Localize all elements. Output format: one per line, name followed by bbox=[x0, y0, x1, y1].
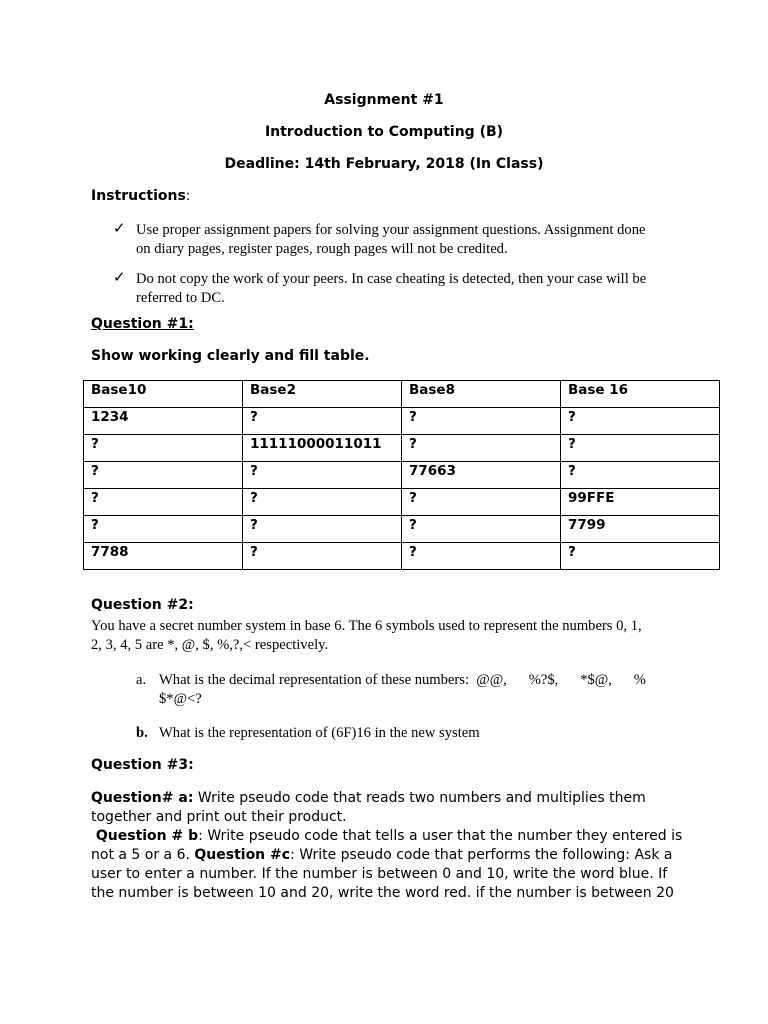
part-body bbox=[159, 724, 669, 743]
part-body bbox=[159, 671, 669, 709]
question1-instruction: Show working clearly and fill table. bbox=[91, 348, 370, 364]
table-cell: ? bbox=[243, 543, 402, 570]
part-line: What is the decimal representation of these numbers: @@, %?$, *$@, % bbox=[159, 672, 646, 688]
question2-line: You have a secret number system in base 6. The 6 symbols used to represent the numbers 0, 1, bbox=[91, 618, 642, 634]
table-cell: ? bbox=[84, 435, 243, 462]
question2-line: 2, 3, 4, 5 are *, @, $, %,?,< respectively. bbox=[91, 637, 329, 653]
table-cell: ? bbox=[243, 408, 402, 435]
instruction-item bbox=[136, 270, 676, 308]
question3-a-label: Question# a: bbox=[91, 790, 194, 806]
table-row bbox=[84, 516, 720, 543]
table-cell: ? bbox=[561, 462, 720, 489]
question3-body bbox=[91, 789, 691, 903]
table-cell: ? bbox=[243, 462, 402, 489]
question3-c-text: : Write pseudo code that performs the following: Ask a bbox=[290, 847, 673, 863]
base-conversion-table bbox=[83, 380, 720, 570]
table-row bbox=[84, 435, 720, 462]
question3-line bbox=[91, 827, 691, 846]
table-cell: ? bbox=[84, 462, 243, 489]
part-line: What is the representation of (6F)16 in the new system bbox=[159, 725, 480, 741]
assignment-title: Assignment #1 bbox=[324, 92, 444, 108]
table-cell: ? bbox=[402, 516, 561, 543]
table-cell: ? bbox=[402, 543, 561, 570]
table-cell: ? bbox=[243, 516, 402, 543]
part-label: b. bbox=[136, 725, 148, 741]
table-cell: ? bbox=[84, 516, 243, 543]
question3-b-label: Question # b bbox=[91, 828, 199, 844]
checkmark-icon: ✓ bbox=[113, 270, 126, 286]
instructions-colon: : bbox=[185, 188, 191, 204]
course-title: Introduction to Computing (B) bbox=[264, 124, 504, 140]
part-label: a. bbox=[136, 672, 147, 688]
instruction-line: Do not copy the work of your peers. In case cheating is detected, then your case will be bbox=[136, 271, 647, 287]
table-cell: ? bbox=[402, 435, 561, 462]
question3-a-text: Write pseudo code that reads two numbers and multiplies them bbox=[193, 790, 646, 806]
table-header-cell: Base10 bbox=[84, 381, 243, 408]
instructions-label: Instructions bbox=[91, 188, 186, 204]
table-cell: ? bbox=[561, 543, 720, 570]
question3-line bbox=[91, 846, 691, 865]
table-cell: 99FFE bbox=[561, 489, 720, 516]
question3-b-text-cont: not a 5 or a 6. bbox=[91, 847, 195, 863]
deadline: Deadline: 14th February, 2018 (In Class) bbox=[224, 156, 544, 172]
instruction-line: on diary pages, register pages, rough pages will not be credited. bbox=[136, 241, 508, 257]
table-row bbox=[84, 543, 720, 570]
question3-line: together and print out their product. bbox=[91, 809, 347, 825]
question2-title: Question #2: bbox=[91, 597, 194, 613]
question3-c-label: Question #c bbox=[194, 847, 291, 863]
table-row bbox=[84, 408, 720, 435]
table-cell: ? bbox=[402, 489, 561, 516]
table-cell: ? bbox=[243, 489, 402, 516]
table-cell: ? bbox=[402, 408, 561, 435]
question3-title: Question #3: bbox=[91, 757, 194, 773]
instructions-heading bbox=[91, 188, 191, 204]
checkmark-icon: ✓ bbox=[113, 221, 126, 237]
table-cell: 7799 bbox=[561, 516, 720, 543]
table-header-cell: Base 16 bbox=[561, 381, 720, 408]
instruction-item bbox=[136, 221, 676, 259]
instruction-line: Use proper assignment papers for solving your assignment questions. Assignment done bbox=[136, 222, 646, 238]
table-cell: 7788 bbox=[84, 543, 243, 570]
question3-line bbox=[91, 789, 691, 808]
question1-title: Question #1: bbox=[91, 316, 194, 332]
table-header-row bbox=[84, 381, 720, 408]
instruction-line: referred to DC. bbox=[136, 290, 225, 306]
part-line: $*@<? bbox=[159, 691, 202, 707]
question2-text bbox=[91, 617, 681, 655]
table-cell: 11111000011011 bbox=[243, 435, 402, 462]
table-cell: ? bbox=[84, 489, 243, 516]
table-cell: 77663 bbox=[402, 462, 561, 489]
question3-line: the number is between 10 and 20, write the word red. if the number is between 20 bbox=[91, 885, 674, 901]
table-cell: ? bbox=[561, 408, 720, 435]
question3-b-text: : Write pseudo code that tells a user that the number they entered is bbox=[198, 828, 683, 844]
table-row bbox=[84, 489, 720, 516]
table-cell: 1234 bbox=[84, 408, 243, 435]
question3-line: user to enter a number. If the number is between 0 and 10, write the word blue. If bbox=[91, 866, 668, 882]
table-header-cell: Base8 bbox=[402, 381, 561, 408]
table-header-cell: Base2 bbox=[243, 381, 402, 408]
table-cell: ? bbox=[561, 435, 720, 462]
table-row bbox=[84, 462, 720, 489]
